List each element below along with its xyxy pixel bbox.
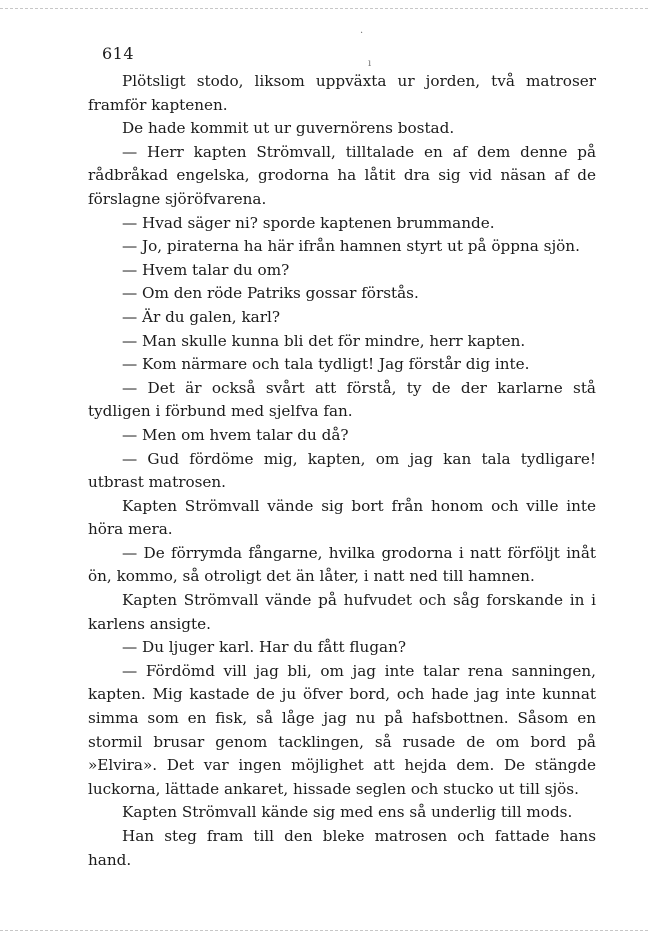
scan-speck: · <box>360 28 364 39</box>
paragraph: — Hvem talar du om? <box>122 260 290 279</box>
paragraph: — Man skulle kunna bli det för mindre, herr kapten. <box>122 331 526 350</box>
paragraph: — Kom närmare och tala tydligt! Jag förstår dig inte. <box>122 355 530 374</box>
paragraph: Kapten Strömvall vände på hufvudet och såg forskande in i karlens ansigte. <box>88 591 596 633</box>
paragraph: — Men om hvem talar du då? <box>122 425 349 444</box>
paragraph: — Du ljuger karl. Har du fått flugan? <box>122 638 407 657</box>
paragraph: Han steg fram till den bleke matrosen och fattade hans hand. <box>88 827 596 869</box>
paragraph: — Det är också svårt att förstå, ty de der karlarne stå tydligen i förbund med sjelfva fan. <box>88 378 596 421</box>
paragraph: — Är du galen, karl? <box>122 307 280 326</box>
scan-speck: ı <box>368 58 372 69</box>
top-scan-edge <box>0 8 648 9</box>
paragraph: — Jo, piraterna ha här ifrån hamnen styrt ut på öppna sjön. <box>122 237 580 256</box>
paragraph: — Om den röde Patriks gossar förstås. <box>122 284 419 303</box>
body-text <box>88 70 596 872</box>
paragraph: — Gud fördöme mig, kapten, om jag kan tala tydligare! utbrast matrosen. <box>88 449 596 492</box>
bottom-scan-edge <box>0 930 648 931</box>
paragraph: Plötsligt stodo, liksom uppväxta ur jorden, två matroser framför kaptenen. <box>88 72 596 114</box>
paragraph: — Hvad säger ni? sporde kaptenen brummande. <box>122 213 495 232</box>
page-number: 614 <box>102 44 135 63</box>
paragraph: Kapten Strömvall vände sig bort från honom och ville inte höra mera. <box>88 496 596 539</box>
paragraph: Kapten Strömvall kände sig med ens så underlig till mods. <box>122 803 573 822</box>
paragraph: — Fördömd vill jag bli, om jag inte talar rena sanningen, kapten. Mig kastade de ju öfver bord, och hade jag inte kunnat simma som en fisk, så låge jag nu på hafsbottnen. Såsom en stormil brusar genom tacklingen, så rusade de om bord på »Elvira». Det var ingen möjlighet att hejda dem. De stängde luckorna, lättade ankaret, hissade seglen och stucko ut till sjös. <box>88 661 596 798</box>
paragraph: — De förrymda fångarne, hvilka grodorna i natt förföljt inåt ön, kommo, så otroligt det än låter, i natt ned till hamnen. <box>88 543 596 586</box>
paragraph: De hade kommit ut ur guvernörens bostad. <box>122 119 455 138</box>
paragraph: — Herr kapten Strömvall, tilltalade en af dem denne på rådbråkad engelska, grodorna ha låtit dra sig vid näsan af de förslagne sjöröfvarena. <box>88 142 596 208</box>
